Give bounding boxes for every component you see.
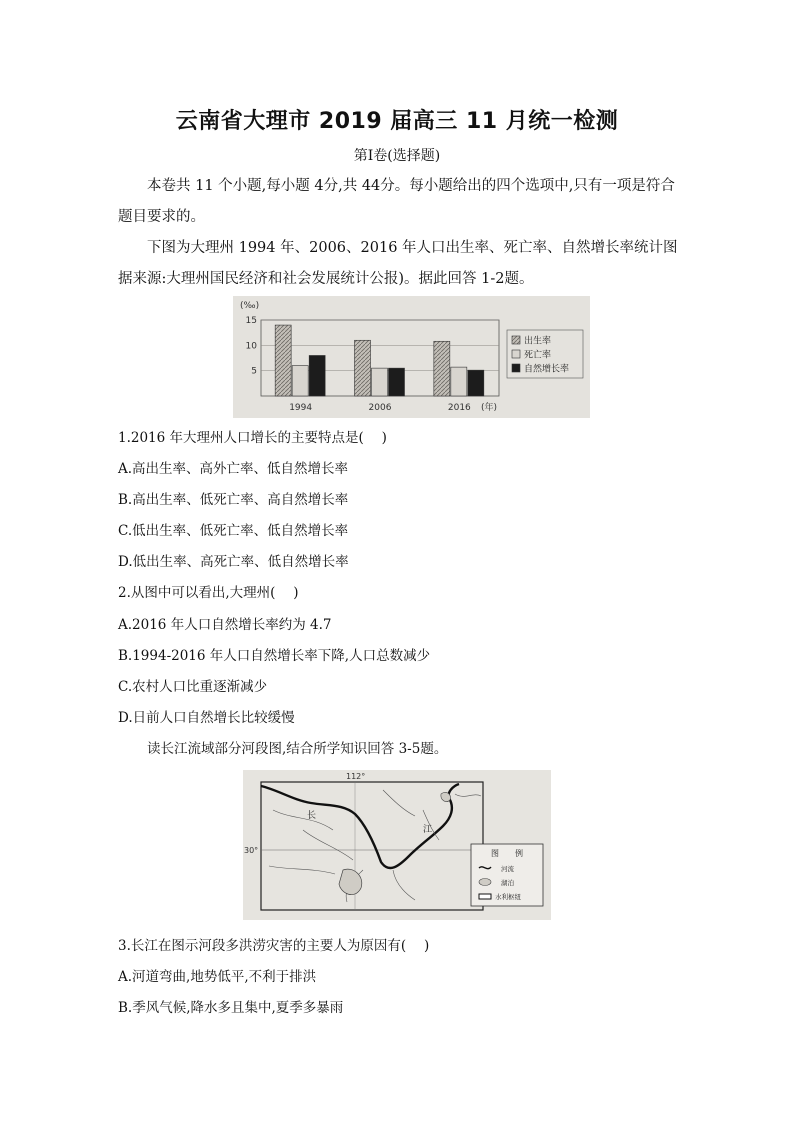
q1-option-b: B.高出生率、低死亡率、高自然增长率 xyxy=(118,492,349,508)
instructions-paragraph xyxy=(118,171,678,233)
page-title: 云南省大理市 2019 届高三 11 月统一检测 xyxy=(175,109,619,134)
bar-1994-2 xyxy=(309,355,325,396)
dongting-lake xyxy=(339,869,362,895)
legend-lake-symbol xyxy=(479,879,491,886)
instructions-text: 本卷共 11 个小题,每小题 4分,共 44分。每小题给出的四个选项中,只有一项是符合题目要求的。 xyxy=(118,178,675,225)
y-tick-label-5: 5 xyxy=(251,366,257,377)
map-legend-title: 图 例 xyxy=(491,849,523,858)
q1-stem: 1.2016 年大理州人口增长的主要特点是( ) xyxy=(118,430,387,446)
population-chart xyxy=(233,296,590,418)
q3-stem: 3.长江在图示河段多洪涝灾害的主要人为原因有( ) xyxy=(118,938,430,954)
q2-stem: 2.从图中可以看出,大理州( ) xyxy=(118,585,299,601)
small-lake xyxy=(441,792,451,801)
q2-option-d: D.日前人口自然增长比较缓慢 xyxy=(118,710,295,726)
intro-1-2-text: 下图为大理州 1994 年、2006、2016 年人口出生率、死亡率、自然增长率统计图据来源:大理州国民经济和社会发展统计公报)。据此回答 1-2题。 xyxy=(118,240,678,287)
bar-2006-2 xyxy=(389,368,405,396)
x-tick-label-2006: 2006 xyxy=(368,403,392,413)
q2-option-b: B.1994-2016 年人口自然增长率下降,人口总数减少 xyxy=(118,648,431,664)
bar-2016-1 xyxy=(451,367,467,396)
population-chart-svg xyxy=(233,296,590,418)
bar-2006-1 xyxy=(372,368,388,396)
river-char-jiang: 江 xyxy=(423,825,433,835)
legend-lake-label: 湖泊 xyxy=(501,879,514,887)
y-tick-label-10: 10 xyxy=(245,341,257,352)
q3-option-a: A.河道弯曲,地势低平,不利于排洪 xyxy=(118,969,317,985)
q1-option-d: D.低出生率、高死亡率、低自然增长率 xyxy=(118,554,349,570)
y-tick-label-15: 15 xyxy=(245,316,257,326)
x-axis-unit: (年) xyxy=(481,403,498,413)
bar-2016-0 xyxy=(434,341,450,396)
bar-1994-0 xyxy=(275,325,291,396)
bar-2016-2 xyxy=(468,370,484,396)
section-heading: 第Ⅰ卷(选择题) xyxy=(353,148,441,164)
latitude-label: 30° xyxy=(244,846,259,855)
legend-dam-symbol xyxy=(479,894,491,899)
x-tick-label-2016: 2016 xyxy=(447,403,471,413)
y-axis-unit: (‰) xyxy=(240,301,260,311)
yangtze-map xyxy=(243,770,551,920)
legend-label-1: 死亡率 xyxy=(524,350,552,361)
legend-swatch-0 xyxy=(512,336,520,344)
q2-option-c: C.农村人口比重逐渐减少 xyxy=(118,679,268,695)
intro-3-5: 读长江流域部分河段图,结合所学知识回答 3-5题。 xyxy=(147,741,448,757)
legend-dam-label: 水利枢纽 xyxy=(495,893,521,901)
longitude-label: 112° xyxy=(346,772,366,781)
q2-option-a: A.2016 年人口自然增长率约为 4.7 xyxy=(118,617,332,633)
q1-option-c: C.低出生率、低死亡率、低自然增长率 xyxy=(118,523,349,539)
q3-option-b: B.季风气候,降水多且集中,夏季多暴雨 xyxy=(118,1000,344,1016)
intro-1-2-paragraph xyxy=(118,233,678,295)
legend-label-0: 出生率 xyxy=(524,336,552,347)
bar-1994-1 xyxy=(292,366,308,396)
q1-option-a: A.高出生率、高外亡率、低自然增长率 xyxy=(118,461,349,477)
yangtze-map-svg xyxy=(243,770,551,920)
legend-label-2: 自然增长率 xyxy=(524,364,570,375)
legend-swatch-2 xyxy=(512,364,520,372)
x-tick-label-1994: 1994 xyxy=(289,403,313,413)
legend-swatch-1 xyxy=(512,350,520,358)
legend-river-label: 河流 xyxy=(501,865,514,873)
river-char-chang: 长 xyxy=(307,811,317,821)
bar-2006-0 xyxy=(355,340,371,396)
